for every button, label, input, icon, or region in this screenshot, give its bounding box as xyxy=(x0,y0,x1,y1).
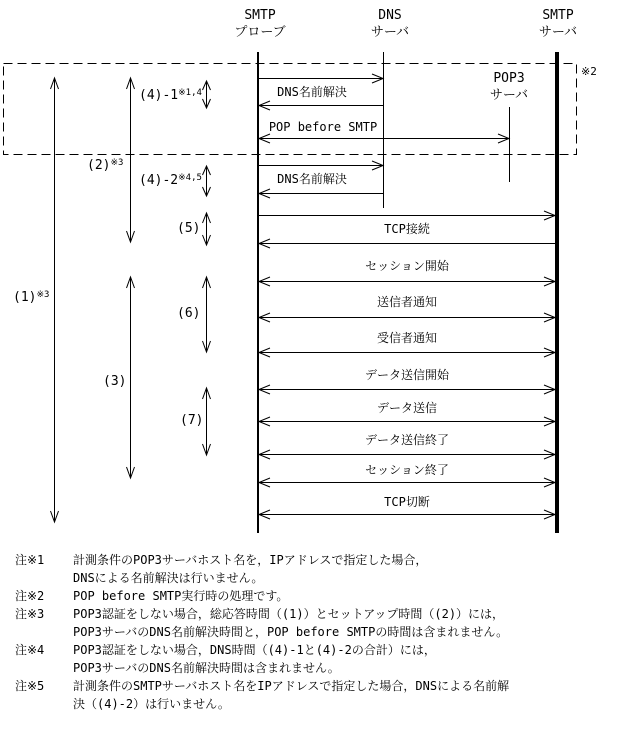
footnote-4-line-2: POP3サーバのDNS名前解決時間は含まれません。 xyxy=(73,661,340,675)
footnote-1-ref: 注※1 xyxy=(15,553,45,567)
measure-arrow-4-1 xyxy=(203,81,211,108)
footnote-4 xyxy=(15,641,615,677)
dns-server-name: DNS xyxy=(378,8,402,23)
lifeline-header-smtp-probe xyxy=(234,7,285,41)
footnote-5-ref: 注※5 xyxy=(15,679,45,693)
footnote-1 xyxy=(15,551,615,587)
footnote-5 xyxy=(15,677,615,713)
footnote-3 xyxy=(15,605,615,641)
measure-label-4-2: (4)-2$^{※4,5}$ xyxy=(139,173,202,188)
lifeline-header-dns-server xyxy=(371,7,409,41)
message-label-data-send: データ送信 xyxy=(376,401,438,415)
message-label-receiver-notify: 受信者通知 xyxy=(376,331,438,345)
message-label-data-send-end: データ送信終了 xyxy=(364,433,450,447)
measure-arrows xyxy=(51,78,211,522)
message-label-pop-before-smtp: POP before SMTP xyxy=(268,120,378,134)
measure-arrow-1 xyxy=(51,78,59,522)
measure-label-3: (3) xyxy=(103,374,127,389)
lifeline-header-pop3-server xyxy=(490,70,528,104)
smtp-probe-name: SMTP xyxy=(244,8,276,23)
message-label-tcp-disconnect: TCP切断 xyxy=(384,495,430,509)
message-label-dns-resolution-1: DNS名前解決 xyxy=(277,85,347,99)
footnote-3-line-2: POP3サーバのDNS名前解決時間と，POP before SMTPの時間は含まれません。 xyxy=(73,625,509,639)
message-label-data-send-start: データ送信開始 xyxy=(364,368,450,382)
message-label-session-end: セッション終了 xyxy=(365,463,449,477)
footnote-2-ref: 注※2 xyxy=(15,589,45,603)
message-label-dns-resolution-2: DNS名前解決 xyxy=(277,172,347,186)
dashed-box-note-ref: ※2 xyxy=(581,65,597,78)
smtp-server-name: SMTP xyxy=(542,8,574,23)
measure-arrow-3 xyxy=(127,277,135,478)
footnote-2-line-1: POP before SMTP実行時の処理です。 xyxy=(73,589,289,603)
footnotes xyxy=(15,551,615,713)
lifeline-header-smtp-server xyxy=(539,7,577,41)
measure-arrow-5 xyxy=(203,213,211,245)
message-label-sender-notify: 送信者通知 xyxy=(376,295,438,309)
footnote-3-ref: 注※3 xyxy=(15,607,45,621)
footnote-1-line-1: 計測条件のPOP3サーバホスト名を，IPアドレスで指定した場合， xyxy=(73,553,428,567)
measure-arrow-4-2 xyxy=(203,166,211,196)
message-label-tcp-connect: TCP接続 xyxy=(384,222,430,236)
measure-label-1: $(1)^{※3}$ xyxy=(13,290,50,305)
measure-arrow-6 xyxy=(203,277,211,352)
measure-arrow-2 xyxy=(127,78,135,242)
smtp-probe-name-2: プローブ xyxy=(234,25,286,40)
measure-label-4-1: (4)-1$^{※1,4}$ xyxy=(139,88,202,103)
footnote-4-line-1: POP3認証をしない場合，DNS時間（(4)-1と(4)-2の合計）には， xyxy=(73,643,436,657)
footnote-4-ref: 注※4 xyxy=(15,643,45,657)
measure-label-5: (5) xyxy=(177,221,201,236)
pop3-server-name: POP3 xyxy=(493,71,525,86)
pop3-server-name-2: サーバ xyxy=(489,88,529,103)
footnote-5-line-2: 決（(4)-2）は行いません。 xyxy=(73,697,230,711)
measure-label-2: $(2)^{※3}$ xyxy=(87,158,124,173)
footnote-1-line-2: DNSによる名前解決は行いません。 xyxy=(73,571,264,585)
footnote-5-line-1: 計測条件のSMTPサーバホスト名をIPアドレスで指定した場合，DNSによる名前解 xyxy=(73,679,510,693)
measure-label-6: (6) xyxy=(177,306,201,321)
footnote-3-line-1: POP3認証をしない場合，総応答時間（(1)）とセットアップ時間（(2)）には， xyxy=(73,607,505,621)
message-label-session-start: セッション開始 xyxy=(365,259,449,273)
measure-label-7: (7) xyxy=(180,413,204,428)
footnote-2 xyxy=(15,587,615,605)
measure-arrow-7 xyxy=(203,388,211,455)
smtp-server-name-2: サーバ xyxy=(538,25,578,40)
dns-server-name-2: サーバ xyxy=(370,25,410,40)
